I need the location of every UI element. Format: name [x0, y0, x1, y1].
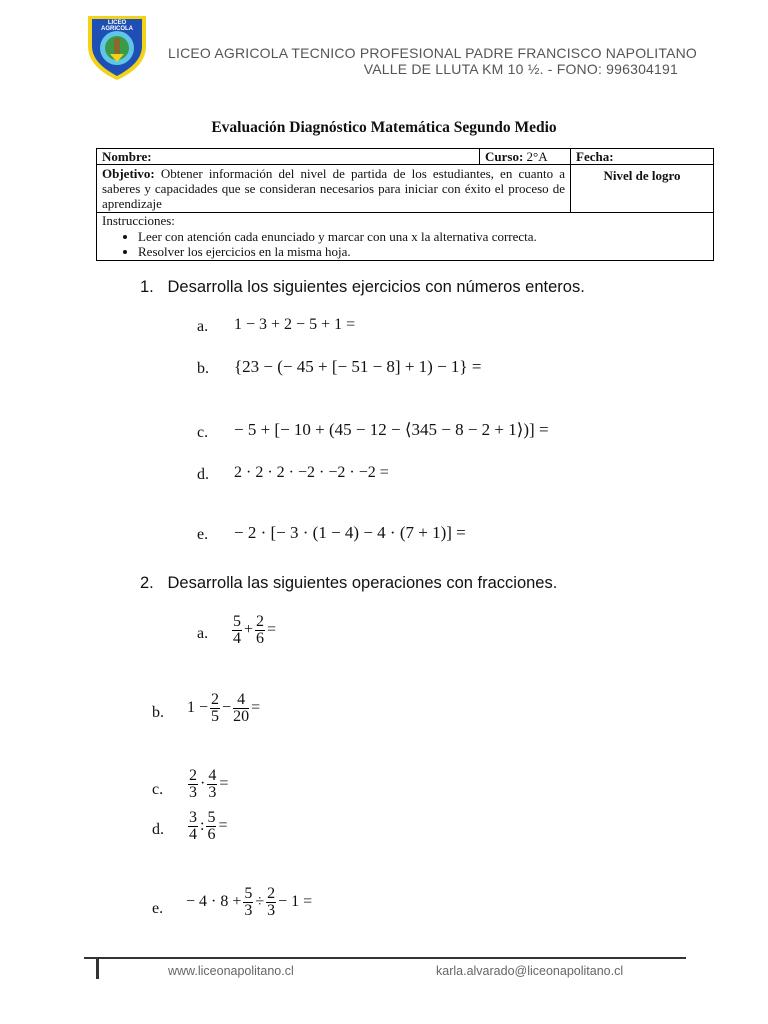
equals: = [267, 621, 277, 639]
s2-item-a-expr [230, 614, 276, 647]
instrucciones-cell [97, 213, 714, 261]
curso-value: 2°A [526, 149, 548, 164]
operator: − [222, 699, 232, 717]
footer-email[interactable]: karla.alvarado@liceonapolitano.cl [436, 964, 624, 978]
fraction [206, 810, 216, 843]
denominator: 3 [244, 902, 253, 919]
numerator: 2 [211, 691, 220, 708]
school-name: LICEO AGRICOLA TECNICO PROFESIONAL PADRE FRANCISCO NAPOLITANO [168, 45, 698, 61]
numerator: 5 [207, 809, 216, 826]
fecha-cell [571, 149, 714, 165]
numerator: 3 [189, 809, 197, 826]
s1-item-a-expr: 1 − 3 + 2 − 5 + 1 = [234, 316, 356, 333]
s1-item-c-expr: − 5 + [− 10 + (45 − 12 − ⟨345 − 8 − 2 + 1⟩)] = [234, 420, 549, 439]
school-logo [80, 10, 154, 82]
info-table [96, 148, 714, 261]
operator: : [200, 817, 205, 835]
fraction [188, 810, 198, 843]
curso-label: Curso: [485, 149, 524, 164]
nombre-cell [97, 149, 480, 165]
s1-item-c-label: c. [197, 424, 209, 441]
s2-item-d-expr [186, 810, 227, 843]
s1-item-b-label: b. [197, 360, 209, 377]
s1-item-e-expr: − 2 · [− 3 · (1 − 4) − 4 · (7 + 1)] = [234, 523, 466, 542]
nivel-label: Nivel de logro [603, 168, 681, 183]
footer-bar [96, 957, 99, 979]
school-address: VALLE DE LLUTA KM 10 ½. - FONO: 996304191 [363, 61, 678, 77]
s2-item-d-label: d. [152, 821, 164, 838]
denominator: 20 [233, 708, 250, 725]
operator: ÷ [255, 893, 265, 911]
curso-cell [480, 149, 571, 165]
s1-item-b-expr: {23 − (− 45 + [− 51 − 8] + 1) − 1} = [234, 357, 482, 376]
objetivo-label: Objetivo: [102, 166, 155, 181]
operator: + [244, 621, 254, 639]
footer-rule [84, 957, 686, 959]
numerator: 4 [233, 692, 249, 709]
denominator: 6 [256, 630, 265, 647]
denominator: 3 [189, 784, 197, 801]
suffix: − 1 = [278, 893, 313, 911]
instruccion-item: • Resolver los ejercicios en la misma hoja. [138, 244, 708, 259]
fraction [243, 886, 253, 919]
objetivo-text: Obtener información del nivel de partida de los estudiantes, en cuanto a saberes y capacidades que se consideran necesarios para iniciar con éxito el proceso de aprendizaje [102, 166, 565, 211]
fraction [255, 614, 265, 647]
fraction [232, 614, 242, 647]
fraction [210, 692, 220, 725]
denominator: 4 [189, 826, 197, 843]
s2-item-c-label: c. [152, 781, 164, 798]
section2-heading: 2. Desarrolla las siguientes operaciones con fracciones. [140, 574, 558, 592]
objetivo-cell [97, 165, 571, 213]
s2-item-a-label: a. [197, 625, 209, 642]
numerator: 4 [208, 767, 217, 784]
s1-item-e-label: e. [197, 526, 209, 543]
numerator: 2 [189, 767, 197, 784]
fecha-label: Fecha: [576, 149, 614, 164]
page-title: Evaluación Diagnóstico Matemática Segundo Medio [211, 119, 557, 136]
section1-heading: 1. Desarrolla los siguientes ejercicios con números enteros. [140, 278, 585, 296]
footer-website[interactable]: www.liceonapolitano.cl [168, 964, 294, 978]
logo-text: LICEO AGRICOLA [101, 20, 133, 32]
equals: = [218, 817, 228, 835]
numerator: 5 [233, 613, 241, 630]
denominator: 4 [233, 630, 241, 647]
numerator: 2 [267, 885, 276, 902]
equals: = [251, 699, 261, 717]
prefix: − 4 · 8 + [186, 893, 242, 911]
s2-item-e-expr [186, 886, 312, 919]
fraction [266, 886, 276, 919]
s1-item-d-label: d. [197, 466, 209, 483]
denominator: 3 [267, 902, 276, 919]
s1-item-d-expr: 2 · 2 · 2 · −2 · −2 · −2 = [234, 464, 389, 481]
s1-item-a-label: a. [197, 318, 209, 335]
fraction [207, 768, 217, 801]
numerator: 5 [244, 885, 253, 902]
operator: · [200, 775, 206, 793]
nombre-label: Nombre: [102, 149, 152, 164]
denominator: 6 [207, 826, 216, 843]
nivel-cell [571, 165, 714, 213]
instruccion-item: • Leer con atención cada enunciado y marcar con una x la alternativa correcta. [138, 229, 708, 244]
fraction [188, 768, 198, 801]
numerator: 2 [256, 613, 265, 630]
instrucciones-list [102, 229, 708, 259]
s2-item-b-label: b. [152, 704, 164, 721]
s2-item-b-expr [187, 692, 260, 725]
fraction [233, 692, 249, 725]
s2-item-c-expr [186, 768, 228, 801]
prefix: 1 − [187, 699, 209, 717]
s2-item-e-label: e. [152, 900, 164, 917]
equals: = [219, 775, 229, 793]
instrucciones-label: Instrucciones: [102, 213, 175, 228]
denominator: 3 [208, 784, 217, 801]
denominator: 5 [211, 708, 220, 725]
